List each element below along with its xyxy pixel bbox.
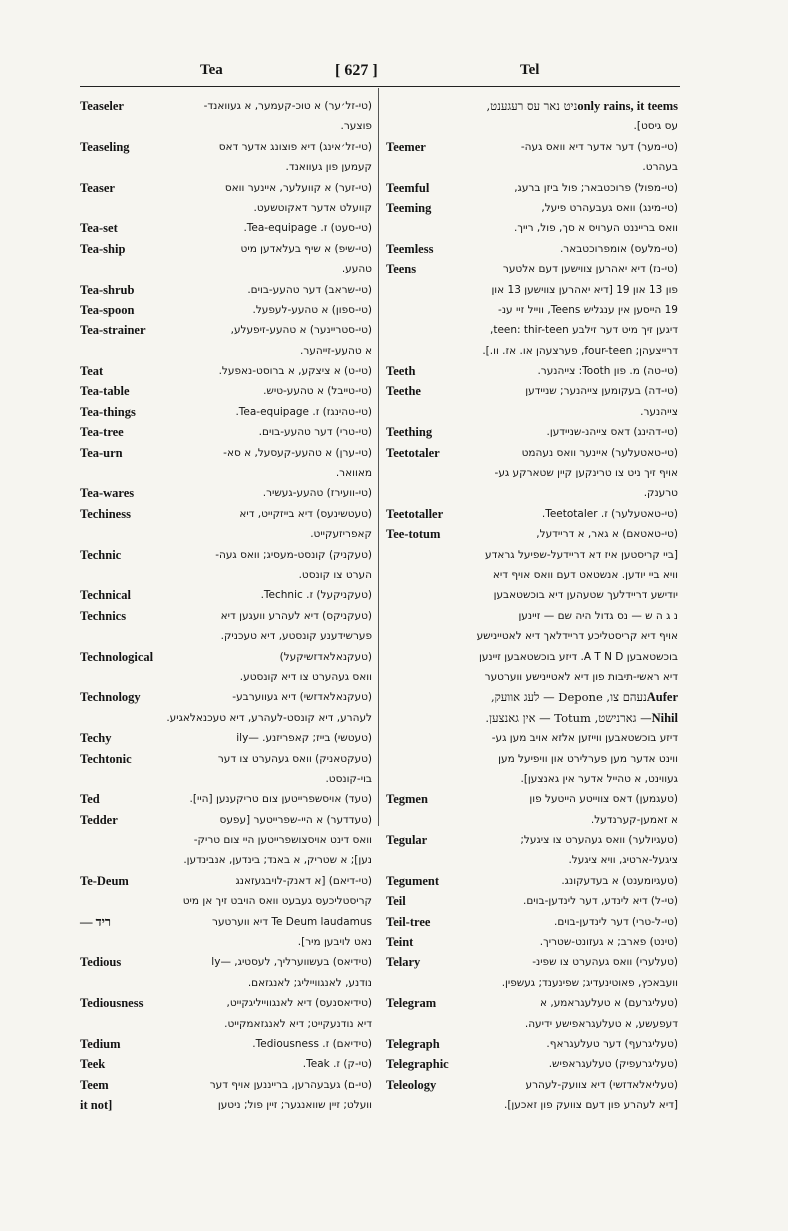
headword: Tegument — [386, 873, 440, 888]
definition: (טעליגרעפיק) טעלעגראפיש. — [548, 1058, 678, 1071]
definition: וועלט; זיין שוואנגער; זיין פול; ניטען — [217, 1099, 372, 1112]
headword: Tea-tree — [80, 425, 124, 440]
dictionary-entry — [386, 1075, 678, 1095]
dictionary-entry — [386, 952, 678, 972]
continuation-line: מאוואר. — [335, 467, 372, 480]
dictionary-entry — [80, 178, 372, 198]
dictionary-entry — [386, 381, 678, 401]
continuation-line: געווינט, א טהייל אדער אין גאנצען]. — [520, 772, 678, 785]
headword: Tea-spoon — [80, 302, 135, 317]
dictionary-entry — [80, 381, 372, 401]
definition: (טי-מער) דער אדער דיא וואס געה- — [520, 140, 678, 153]
dictionary-entry — [80, 810, 372, 830]
headword: Tegmen — [386, 792, 428, 807]
continuation-line: נודנע, לאנגווייליג; לאנגזאם. — [247, 976, 372, 989]
continuation-line: עס גיסט]. — [633, 120, 678, 133]
definition: Te Deum laudamus דיא ווערטער — [212, 915, 372, 928]
dictionary-entry — [80, 789, 372, 809]
definition: (טעליגרעם) א טעלעגראמע, א — [540, 997, 678, 1010]
definition: (טעקטאניק) וואס געהערט צו דער — [217, 752, 372, 765]
headword: Teething — [386, 425, 433, 440]
dictionary-entry — [80, 280, 372, 300]
dictionary-entry — [386, 198, 678, 218]
definition: (טי-טה) מ. פון Tooth: צייהנער. — [537, 365, 678, 378]
dictionary-entry — [80, 1054, 372, 1074]
dictionary-entry — [80, 1034, 372, 1054]
continuation-line: א טהעע-זייהער. — [300, 344, 372, 357]
definition: (טעטשינעס) דיא בייזקייט, דיא — [239, 507, 372, 520]
headword: Technology — [80, 690, 141, 705]
definition: (טעליגרעף) דער טעלעגראף. — [546, 1037, 678, 1050]
definition: (טי-ם) געבעהרען, ברייננען אויף דער — [209, 1078, 372, 1091]
dictionary-entry — [80, 993, 372, 1013]
dictionary-entry — [80, 912, 372, 932]
dictionary-entry — [80, 320, 372, 340]
dictionary-entry — [80, 300, 372, 320]
headword: Techiness — [80, 506, 131, 521]
dictionary-entry — [80, 545, 372, 565]
continuation-line: בעהרט. — [642, 161, 678, 174]
definition: (טי-ערן) א טהעע-קעסעל, א סא- — [223, 446, 372, 459]
continuation-line: דיזע בוכשטאבען ווייזען אלזא אויב מען גע- — [491, 732, 678, 745]
dictionary-entry — [80, 137, 372, 157]
continuation-line: יודישע דריידלעך שטעהען דיא בוכשטאבען — [493, 589, 678, 602]
headword: Ted — [80, 792, 100, 807]
definition: (טי-ט) א ציצקע, א ברוסט-נאפעל. — [218, 365, 372, 378]
headword: Tea-strainer — [80, 323, 146, 338]
english-phrase: Nihil — [651, 710, 678, 725]
definition: (טי-מלעס) אומפרוכטבאר. — [559, 242, 678, 255]
dictionary-entry — [386, 443, 678, 463]
headword: Tea-things — [80, 404, 136, 419]
left-column — [80, 96, 372, 1113]
continuation-line: פוצער. — [340, 120, 372, 133]
continuation-line — [386, 687, 678, 707]
headword: Teetotaler — [386, 445, 440, 460]
dictionary-entry — [386, 239, 678, 259]
continuation-line: אויף דיא קריסטליכע דריידלאך דיא לאטיינישע — [476, 630, 678, 643]
continuation-line: וואס ברייננט הערויס א סך, פול, רייך. — [513, 222, 678, 235]
continuation-line: פון 13 און 19 [דיא יאהרען צווישען 13 און — [491, 283, 678, 296]
headword: Tea-table — [80, 384, 130, 399]
continuation-line: ווינט אדער מען פערלירט און וויפיעל מען — [498, 752, 678, 765]
headword: Teemless — [386, 241, 434, 256]
dictionary-entry — [386, 422, 678, 442]
continuation-line: טהעע. — [341, 263, 372, 276]
continuation-line: וועבאכץ, פאוטינעדיג; שפינענד; געשפין. — [501, 976, 678, 989]
definition: (טי-וועירז) טהעע-געשיר. — [262, 487, 372, 500]
headword: Teek — [80, 1057, 106, 1072]
english-phrase: Aufer — [646, 690, 678, 705]
continuation-line: א זאמען-קערנדעל. — [590, 813, 678, 826]
continuation-line: [ביי קריסטען איז דא דריידעל-שפיעל גראדע — [485, 548, 678, 561]
continuation-line: אויף זיך ניט צו טרינקען קיין שטארקע גע- — [494, 467, 678, 480]
headword: Teat — [80, 364, 104, 379]
dictionary-entry — [386, 524, 678, 544]
continuation-line: ציגעל-ארטיג, וויא ציגעל. — [568, 854, 678, 867]
definition: (טי-נז) דיא יאהרען צווישען דעם אלטער — [502, 263, 678, 276]
continuation-line: דעפעשע, א טעלעגראפישע ידיעה. — [524, 1017, 678, 1030]
dictionary-entry — [80, 749, 372, 769]
definition: (טידיאם) ז. Tediousness. — [252, 1037, 372, 1050]
dictionary-entry — [386, 259, 678, 279]
continuation-line: נ ג ה ש — נס גדול היה שם — זיינען — [518, 609, 678, 622]
dictionary-entry — [80, 504, 372, 524]
definition: (טי-טאטאם) א גאר, א דריידעל, — [536, 528, 678, 541]
headword: Technic — [80, 547, 122, 562]
definition: (טי-דיאם) [א דאנק-לויבגעזאנג — [235, 874, 372, 887]
headword: Tee-totum — [386, 527, 441, 542]
definition: (טי-טרי) דער טהעע-בוים. — [258, 426, 372, 439]
definition: (טעלערי) וואס געהערט צו שפינ- — [532, 956, 678, 969]
headword: Techtonic — [80, 751, 132, 766]
definition: (טעליאלאדזשי) דיא צוועק-לעהרע — [525, 1078, 678, 1091]
definition: (טי-ספון) א טהעע-לעפעל. — [252, 303, 372, 316]
definition: (טי-שראב) דער טהעע-בוים. — [247, 283, 372, 296]
continuation-line: בוכשטאבען A T N D. דיזע בוכשטאבען זיינען — [478, 650, 678, 663]
definition: (טי-ל) דיא לינדע, דער לינדען-בוים. — [522, 895, 678, 908]
dictionary-entry — [80, 239, 372, 259]
headword: Teens — [386, 262, 417, 277]
dictionary-entry — [80, 483, 372, 503]
dictionary-entry — [386, 178, 678, 198]
continuation-line: צייהנער. — [640, 405, 678, 418]
headword: Telary — [386, 955, 421, 970]
continuation-line: נען]; א שטריק, א באנד; בינדען, אנבינדען. — [183, 854, 372, 867]
dictionary-entry — [80, 218, 372, 238]
dictionary-entry — [80, 361, 372, 381]
headword: Telegram — [386, 996, 437, 1011]
definition: (טי-טהינגז) ז. Tea-equipage. — [235, 405, 372, 418]
english-phrase: only rains, it teems — [577, 99, 678, 113]
continuation-line: קריסטליכעס געבעט וואס הויבט זיך אן מיט — [182, 895, 372, 908]
definition: (טי-טייבל) א טהעע-טיש. — [263, 385, 372, 398]
definition: (טידיאס) בעשווערליך, לעסטיג, —ly — [211, 956, 372, 969]
definition: (טעגמען) דאס צווייטע הייטעל פון — [529, 793, 678, 806]
definition: ניט נאר עס רעגענט, — [486, 99, 578, 113]
headword: Technical — [80, 588, 131, 603]
headword: Tea-shrub — [80, 282, 135, 297]
headword: Teethe — [386, 384, 421, 399]
dictionary-entry — [80, 871, 372, 891]
continuation-line: וואס געהערט צו דיא קונסטע. — [239, 670, 372, 683]
dictionary-entry — [80, 96, 372, 116]
definition: (טעקנאלאדזשיקעל) — [279, 650, 372, 663]
headword: Tea-set — [80, 221, 118, 236]
definition: (טי-סטריינער) א טהעע-זיפעלע, — [230, 324, 372, 337]
headword: Technological — [80, 649, 154, 664]
definition: (טעגיולער) וואס געהערט צו ציגעל; — [520, 834, 678, 847]
continuation-line: קאפריזעקייט. — [310, 528, 372, 541]
definition: (טי-מפול) פרוכטבאר; פול ביזן ברעג, — [514, 181, 678, 194]
headword: Tedious — [80, 955, 122, 970]
page-header — [80, 62, 680, 84]
dictionary-entry — [386, 1054, 678, 1074]
definition: (טי-טאטעלער) ז. Teetotaler. — [541, 507, 678, 520]
dictionary-entry — [80, 1095, 372, 1115]
dictionary-entry — [386, 871, 678, 891]
headword: Techy — [80, 731, 112, 746]
definition: (טעקניקס) דיא לעהרע וועגען דיא — [220, 609, 372, 622]
definition: (טעקניק) קונסט-מעסיג; וואס געה- — [215, 548, 372, 561]
right-column — [386, 96, 678, 1112]
continuation-line: וואס דינט אויסצושפרייטען היי צום טריק- — [193, 834, 372, 847]
definition: (טעד) אויסשפרייטען צום טריקענען [היי]. — [189, 793, 372, 806]
dictionary-entry — [80, 647, 372, 667]
definition: (טי-זל׳אינג) דיא פוצונג אדער דאס — [218, 140, 372, 153]
dictionary-entry — [386, 137, 678, 157]
headword: Teil-tree — [386, 914, 431, 929]
dictionary-entry — [80, 952, 372, 972]
continuation-line: דרייצעהן; four-teen, פערצעהן או. אז. וו.]. — [482, 344, 678, 357]
definition: (טי-מינג) וואס געבעהרט פיעל, — [541, 201, 678, 214]
continuation-line — [386, 96, 678, 116]
headword: — ריד — [80, 914, 112, 929]
dictionary-entry — [386, 932, 678, 952]
continuation-line: בוי-קונסט. — [325, 772, 372, 785]
dictionary-entry — [80, 585, 372, 605]
definition: (טי-שיפ) א שיף בעלאדען מיט — [240, 242, 372, 255]
dictionary-entry — [386, 912, 678, 932]
dictionary-entry — [386, 789, 678, 809]
dictionary-entry — [80, 422, 372, 442]
dictionary-entry — [80, 443, 372, 463]
headword: Teemful — [386, 180, 430, 195]
headword: Telegraphic — [386, 1057, 449, 1072]
definition: (טעדדער) א היי-שפרייטער [עפעס — [219, 813, 372, 826]
headword: Tea-urn — [80, 445, 123, 460]
definition: (טי-זער) א קוועלער, איינער וואס — [224, 181, 372, 194]
continuation-line: דיא ראשי-תיבות פון דיא לאטיינישע ווערטער — [484, 670, 678, 683]
headword: Teaseling — [80, 139, 130, 154]
definition: — גארנישט, Totum — אין גאנצען. — [485, 710, 652, 725]
headword: Teint — [386, 935, 414, 950]
headword: Teaseler — [80, 99, 124, 113]
continuation-line: דיא נודנעקייט; דיא לאנגזאמקייט. — [224, 1017, 372, 1030]
dictionary-entry — [386, 1034, 678, 1054]
dictionary-entry — [386, 830, 678, 850]
definition: (טי-דהינג) דאס צייהנ-שניידען. — [546, 426, 678, 439]
headword: Te-Deum — [80, 873, 129, 888]
definition: (טינט) פארב; א געזונט-שטריך. — [539, 936, 678, 949]
definition: (טעגיומענט) א בעדעקונג. — [561, 874, 678, 887]
dictionary-entry — [80, 1075, 372, 1095]
dictionary-entry — [386, 891, 678, 911]
continuation-line: טרענק. — [643, 487, 678, 500]
continuation-line: נאט לויבען מיר]. — [297, 936, 372, 949]
headword: Tea-ship — [80, 241, 126, 256]
headword: Teetotaller — [386, 506, 444, 521]
dictionary-entry — [386, 504, 678, 524]
definition: (טי-ק) ז. Teak. — [302, 1058, 372, 1071]
continuation-line: פערשידענע קונסטע, דיא טעכניק. — [220, 630, 372, 643]
dictionary-entry — [80, 687, 372, 707]
dictionary-entry — [80, 728, 372, 748]
continuation-line: הערט צו קונסט. — [298, 568, 372, 581]
continuation-line: קעמען פון געוואנד. — [285, 161, 372, 174]
continuation-line: [דיא לעהרע פון דעם צוועק פון זאכען]. — [504, 1099, 678, 1112]
dictionary-entry — [80, 606, 372, 626]
column-divider — [378, 88, 379, 826]
definition: (טי-טאטעלער) איינער וואס נעהמט — [521, 446, 678, 459]
continuation-line: וויא ביי יודען. אנשטאט דעם וואס אויף דיא — [492, 568, 678, 581]
definition: (טי-דה) בעקומען צייהנער; שניידען — [525, 385, 678, 398]
continuation-line: 19 הייסען אין ענגליש Teens, ווייל זיי ענ- — [498, 303, 678, 316]
header-rule — [80, 86, 680, 87]
header-right-guide-word: Tel — [520, 62, 540, 78]
headword: Teleology — [386, 1077, 437, 1092]
headword: Teaser — [80, 180, 115, 195]
headword: Tedium — [80, 1036, 121, 1051]
definition: (טעקניקעל) ז. Technic. — [260, 589, 372, 602]
definition: (טעקנאלאדזשי) דיא געווערבע- — [232, 691, 372, 704]
continuation-line: לעהרע, דיא קונסט-לעהרע, דיא טעכנאלאגיע. — [166, 711, 372, 724]
dictionary-entry — [386, 361, 678, 381]
definition: (טי-סעט) ז. Tea-equipage. — [243, 222, 372, 235]
headword: Tedder — [80, 812, 118, 827]
headword: Teeth — [386, 364, 416, 379]
dictionary-entry — [386, 993, 678, 1013]
headword: Telegraph — [386, 1036, 440, 1051]
definition: (טעטשי) בייז; קאפריזנע. —ily — [236, 732, 372, 745]
headword: Teem — [80, 1077, 109, 1092]
definition: (טי-ל-טרי) דער לינדען-בוים. — [554, 915, 678, 928]
headword: Tea-wares — [80, 486, 135, 501]
definition: (טי-זל׳ער) א טוכ-קעמער, א געוואנד- — [203, 100, 372, 112]
header-left-guide-word: Tea — [200, 62, 223, 78]
page-number: [ 627 ] — [335, 62, 378, 79]
dictionary-entry — [80, 402, 372, 422]
continuation-line: דיגען זיך מיט דער זילבע teen: thir-teen, — [490, 324, 678, 337]
headword: Teemer — [386, 139, 426, 154]
headword: Tediousness — [80, 996, 144, 1011]
headword: Teeming — [386, 200, 432, 215]
headword: it not] — [80, 1098, 113, 1113]
continuation-line: קוועלט אדער דאקוטשעט. — [253, 201, 372, 214]
definition: נעהם צו, Depone — לעג אוועק, — [490, 690, 647, 705]
headword: Technics — [80, 608, 127, 623]
headword: Teil — [386, 894, 406, 909]
continuation-line — [386, 708, 678, 728]
definition: (טידיאסנעס) דיא לאנגווייליגקייט, — [226, 997, 372, 1010]
headword: Tegular — [386, 833, 428, 848]
